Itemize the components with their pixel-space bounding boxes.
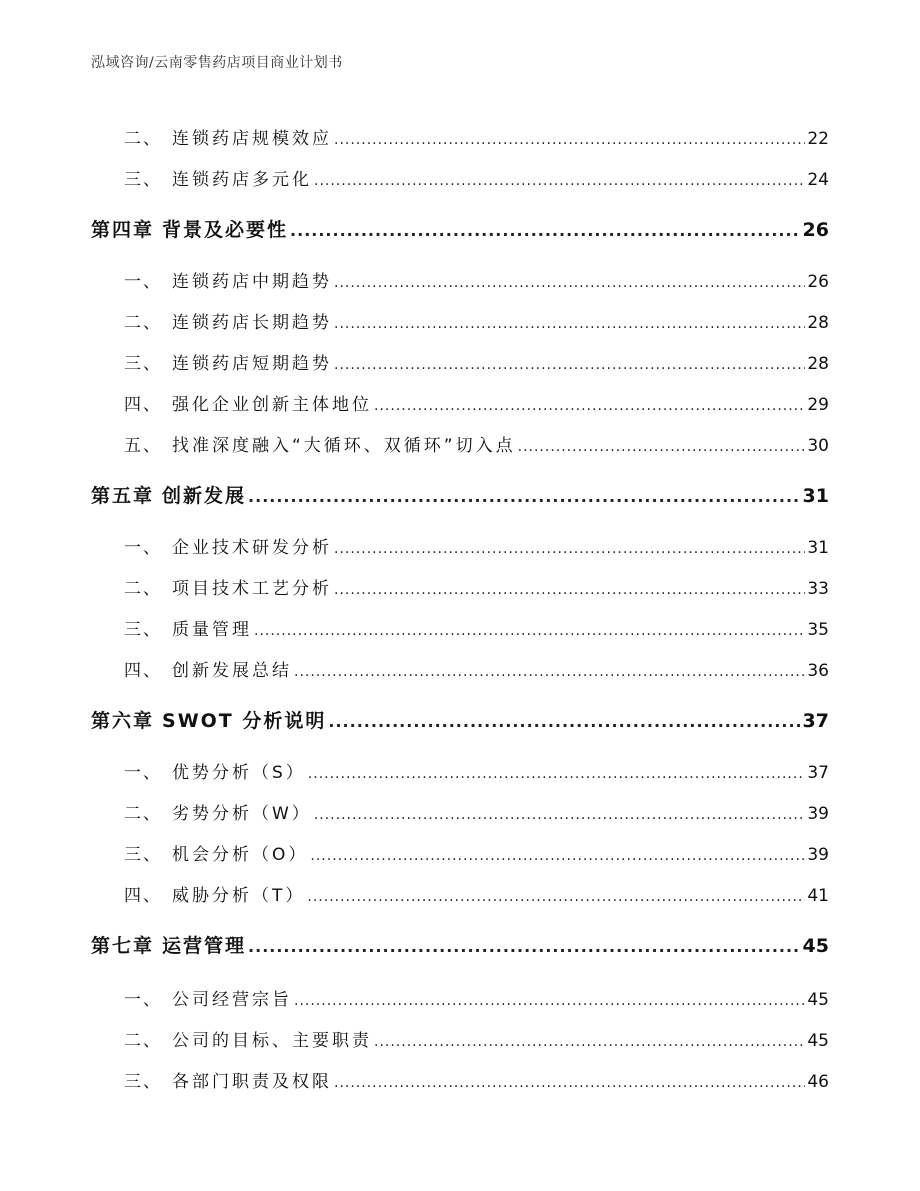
toc-chapter-page: 37 [802, 710, 829, 732]
toc-entry[interactable] [124, 533, 829, 558]
toc-entry[interactable] [124, 431, 829, 456]
toc-entry-page: 39 [807, 804, 829, 824]
toc-entry-page: 29 [807, 395, 829, 415]
toc-entry[interactable] [124, 799, 829, 824]
toc-leader-dots [308, 766, 806, 782]
toc-leader-dots [314, 807, 806, 823]
toc-entry-number: 二、 [124, 313, 162, 333]
toc-entry-page: 45 [807, 990, 829, 1010]
toc-leader-dots [294, 664, 805, 680]
toc-leader-dots [334, 541, 805, 557]
toc-entry-label: 优势分析（S） [172, 763, 306, 783]
toc-entry-number: 三、 [124, 845, 162, 865]
toc-entry[interactable] [124, 985, 829, 1010]
toc-entry-page: 31 [807, 538, 829, 558]
toc-chapter-number: 第七章 [91, 935, 155, 957]
toc-chapter[interactable] [91, 931, 829, 958]
toc-chapter[interactable] [91, 215, 829, 242]
toc-entry-page: 22 [807, 129, 829, 149]
toc-entry[interactable] [124, 881, 829, 906]
toc-entry[interactable] [124, 1067, 829, 1092]
toc-chapter-label: 创新发展 [162, 485, 247, 507]
toc-entry[interactable] [124, 1026, 829, 1051]
toc-entry-page: 37 [807, 763, 829, 783]
toc-leader-dots [307, 889, 805, 905]
toc-entry[interactable] [124, 656, 829, 681]
toc-entry-label: 找准深度融入“大循环、双循环”切入点 [172, 436, 516, 456]
toc-entry-label: 连锁药店中期趋势 [172, 272, 332, 292]
toc-entry-number: 三、 [124, 354, 162, 374]
toc-entry-label: 各部门职责及权限 [172, 1072, 332, 1092]
toc-chapter[interactable] [91, 706, 829, 733]
toc-leader-dots [374, 398, 805, 414]
toc-entry-label: 公司经营宗旨 [172, 990, 292, 1010]
toc-entry-number: 四、 [124, 661, 162, 681]
toc-entry[interactable] [124, 758, 829, 783]
toc-leader-dots [254, 623, 805, 639]
toc-chapter-label: 运营管理 [162, 935, 247, 957]
toc-leader-dots [290, 221, 801, 240]
toc-entry-page: 28 [807, 354, 829, 374]
toc-leader-dots [518, 439, 806, 455]
toc-entry-number: 三、 [124, 1072, 162, 1092]
toc-leader-dots [334, 357, 805, 373]
toc-entry-label: 强化企业创新主体地位 [172, 395, 372, 415]
page-header: 泓域咨询/云南零售药店项目商业计划书 [91, 55, 343, 71]
toc-entry-page: 26 [807, 272, 829, 292]
toc-entry-number: 二、 [124, 1031, 162, 1051]
toc-leader-dots [310, 848, 805, 864]
toc-entry[interactable] [124, 308, 829, 333]
toc-entry-label: 连锁药店长期趋势 [172, 313, 332, 333]
toc-entry-page: 36 [807, 661, 829, 681]
toc-entry-number: 三、 [124, 170, 162, 190]
toc-entry[interactable] [124, 840, 829, 865]
toc-entry-number: 五、 [124, 436, 162, 456]
toc-leader-dots [334, 316, 805, 332]
toc-entry-page: 41 [807, 886, 829, 906]
toc-entry-number: 二、 [124, 579, 162, 599]
toc-entry-label: 连锁药店规模效应 [172, 129, 332, 149]
toc-leader-dots [374, 1034, 805, 1050]
toc-entry-number: 三、 [124, 620, 162, 640]
toc-entry-number: 四、 [124, 395, 162, 415]
toc-chapter-number: 第五章 [91, 485, 155, 507]
toc-entry[interactable] [124, 165, 829, 190]
toc-leader-dots [328, 712, 800, 731]
toc-entry-label: 项目技术工艺分析 [172, 579, 332, 599]
toc-entry[interactable] [124, 124, 829, 149]
toc-entry-number: 一、 [124, 763, 162, 783]
toc-entry-number: 四、 [124, 886, 162, 906]
toc-entry-number: 二、 [124, 129, 162, 149]
toc-entry-number: 一、 [124, 990, 162, 1010]
toc-entry[interactable] [124, 615, 829, 640]
toc-chapter-page: 31 [802, 485, 829, 507]
toc-entry-label: 机会分析（O） [172, 845, 309, 865]
toc-entry-label: 连锁药店短期趋势 [172, 354, 332, 374]
toc-entry-page: 46 [807, 1072, 829, 1092]
toc-chapter-number: 第四章 [91, 219, 155, 241]
toc-entry-label: 连锁药店多元化 [172, 170, 312, 190]
toc-chapter-label: SWOT 分析说明 [162, 710, 327, 732]
toc-chapter[interactable] [91, 481, 829, 508]
toc-entry[interactable] [124, 574, 829, 599]
toc-leader-dots [248, 937, 801, 956]
toc-entry-label: 劣势分析（W） [172, 804, 312, 824]
toc-entry[interactable] [124, 390, 829, 415]
toc-leader-dots [334, 582, 805, 598]
toc-entry-label: 公司的目标、主要职责 [172, 1031, 372, 1051]
toc-leader-dots [334, 132, 805, 148]
toc-entry-number: 一、 [124, 272, 162, 292]
toc-chapter-page: 45 [802, 935, 829, 957]
toc-chapter-label: 背景及必要性 [162, 219, 289, 241]
toc-entry-label: 威胁分析（T） [172, 886, 306, 906]
toc-entry-page: 35 [807, 620, 829, 640]
toc-leader-dots [248, 487, 801, 506]
toc-chapter-number: 第六章 [91, 710, 155, 732]
toc-leader-dots [334, 1075, 805, 1091]
toc-entry-page: 30 [807, 436, 829, 456]
toc-chapter-page: 26 [802, 219, 829, 241]
toc-entry-page: 39 [807, 845, 829, 865]
toc-entry-page: 45 [807, 1031, 829, 1051]
toc-entry-page: 24 [807, 170, 829, 190]
toc-entry[interactable] [124, 349, 829, 374]
toc-leader-dots [294, 993, 805, 1009]
toc-entry-label: 创新发展总结 [172, 661, 292, 681]
toc-entry-number: 二、 [124, 804, 162, 824]
toc-entry-label: 质量管理 [172, 620, 252, 640]
toc-entry-page: 28 [807, 313, 829, 333]
toc-leader-dots [334, 275, 805, 291]
toc-entry-label: 企业技术研发分析 [172, 538, 332, 558]
toc-leader-dots [314, 173, 805, 189]
toc-entry[interactable] [124, 267, 829, 292]
toc-entry-number: 一、 [124, 538, 162, 558]
toc-entry-page: 33 [807, 579, 829, 599]
